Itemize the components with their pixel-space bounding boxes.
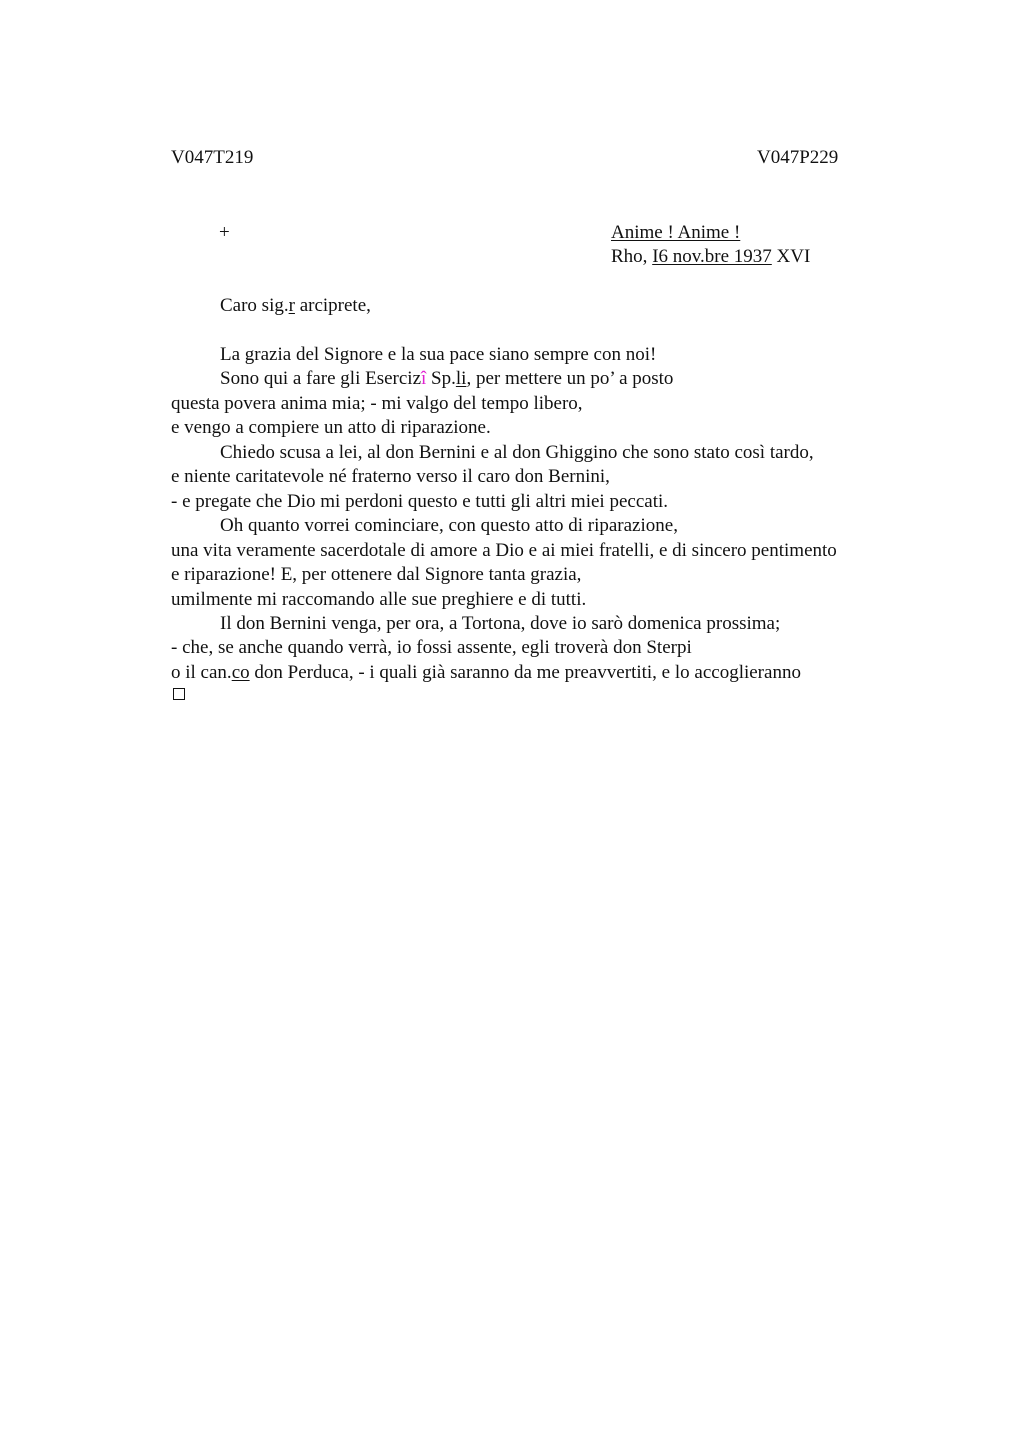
body-line-part: don Perduca, - i quali già saranno da me preavvertiti, e lo accoglieranno [249, 662, 801, 683]
body-line: e riparazione! E, per ottenere dal Signore tanta grazia, [171, 564, 582, 585]
abbreviation: co [231, 662, 250, 683]
dateline-date: I6 nov.bre 1937 [652, 246, 772, 267]
dateline-era: XVI [771, 246, 811, 267]
body-line-part: , per mettere un po’ a posto [466, 368, 674, 389]
salutation [220, 295, 371, 317]
body-line-part: Sono qui a fare gli Eserciz [220, 368, 422, 389]
body-line-part: o il can. [171, 662, 232, 683]
document-code-left: V047T219 [171, 147, 254, 168]
body-line: umilmente mi raccomando alle sue preghiere e di tutti. [171, 589, 587, 610]
body-line: Oh quanto vorrei cominciare, con questo atto di riparazione, [220, 515, 678, 536]
body-line: Il don Bernini venga, per ora, a Tortona, dove io sarò domenica prossima; [220, 613, 781, 634]
salutation-abbr: r [288, 295, 295, 316]
document-code-right: V047P229 [757, 147, 839, 168]
cross-mark: + [219, 222, 230, 243]
salutation-pre: Caro sig. [220, 295, 289, 316]
body-line: e vengo a compiere un atto di riparazione. [171, 417, 491, 438]
body-line: - e pregate che Dio mi perdoni questo e tutti gli altri miei peccati. [171, 491, 668, 512]
body-line: Chiedo scusa a lei, al don Bernini e al don Ghiggino che sono stato così tardo, [220, 442, 814, 463]
dateline-place: Rho, [611, 246, 653, 267]
motto: Anime ! Anime ! [611, 222, 741, 243]
dateline [611, 246, 810, 268]
body-line: - che, se anche quando verrà, io fossi assente, egli troverà don Sterpi [171, 637, 692, 658]
body-line [171, 661, 801, 685]
body-line: una vita veramente sacerdotale di amore a Dio e ai miei fratelli, e di sincero pentimento [171, 540, 837, 561]
body-line: questa povera anima mia; - mi valgo del tempo libero, [171, 393, 583, 414]
body-line [220, 367, 673, 391]
body-line: e niente caritatevole né fraterno verso il caro don Bernini, [171, 466, 610, 487]
body-line: La grazia del Signore e la sua pace siano sempre con noi! [220, 344, 657, 365]
abbreviation: li [455, 368, 467, 389]
accented-letter: î [421, 368, 427, 389]
body-line-part: Sp. [426, 368, 456, 389]
end-square-icon [173, 688, 185, 700]
salutation-post: arciprete, [294, 295, 371, 316]
